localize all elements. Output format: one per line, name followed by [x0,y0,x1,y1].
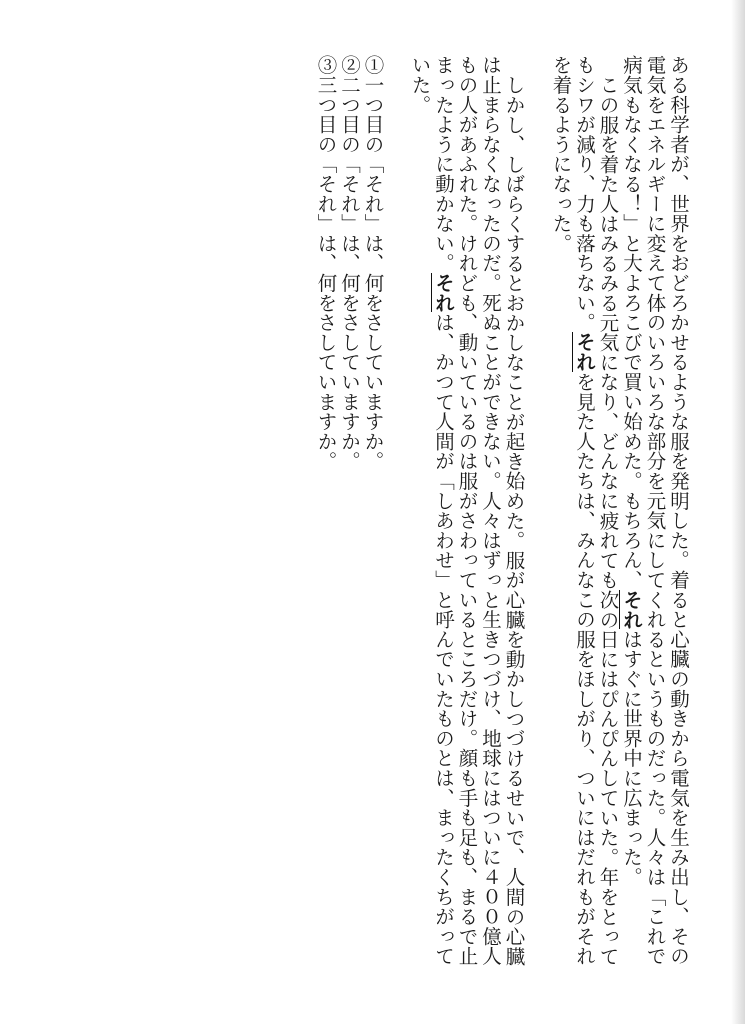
questions-list [314,55,385,975]
question-2: ②二つ目の「それ」は、何をさしていますか。 [338,55,361,471]
paragraph-3-tail: は、かつて人間が「しあわせ」と呼んでいたものとは、まったくちがっていた。 [408,55,455,966]
paragraph-2-text: この服を着た人はみるみる元気になり、どんなに疲れても次の日にはぴんぴんしていた。年をとってもシワが減り、力も落ちない。 [573,55,620,966]
paragraph-gap [526,55,550,975]
sore-marker-3: それ [432,272,455,313]
question-1: ①一つ目の「それ」は、何をさしていますか。 [361,55,385,471]
story-paragraph-2 [549,55,620,975]
vertical-text-page [220,55,690,975]
paragraph-1-text: ある科学者が、世界をおどろかせるような服を発明した。着ると心臓の動きから電気を生み出し、その電気をエネルギーに変えて体のいろいろな部分を元気にしてくれるというものだった。人々は「これで病気もなくなる！」と大よろこびで買い始めた。もちろん、 [620,55,690,966]
paragraph-3-text: しかし、しばらくするとおかしなことが起き始めた。服が心臓を動かしつづけるせいで、人間の心臓は止まらなくなったのだ。死ぬことができない。人々はずっと生きつづけ、地球にはついに４００億人もの人があふれた。けれども、動いているのは服がさわっているところだけ。顔も手も足も、まるで止まったように動かない。 [432,55,526,966]
questions-gap [385,55,409,975]
paragraph-2-tail: を見た人たちは、みんなこの服をほしがり、ついにはだれもがそれを着るようになった。 [549,55,596,966]
sore-marker-2: それ [573,332,596,372]
story-paragraph-3 [408,55,526,975]
question-3: ③三つ目の「それ」は、何をさしていますか。 [314,55,338,471]
sore-marker-1: それ [620,589,643,630]
story-paragraph-1 [620,55,691,975]
page-edge-shadow [731,0,745,1024]
paragraph-1-tail: はすぐに世界中に広まった。 [620,629,643,887]
